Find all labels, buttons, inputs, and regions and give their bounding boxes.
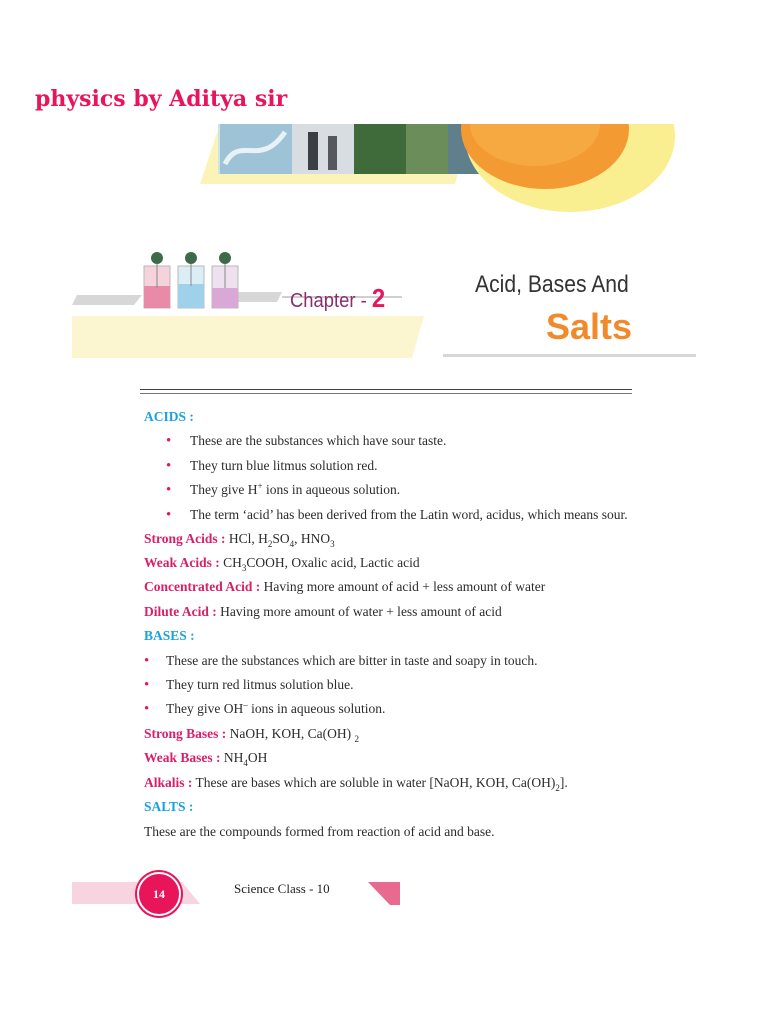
- title-underline: [443, 354, 696, 357]
- acids-bullet-1: • These are the substances which have sour taste.: [144, 429, 644, 453]
- strong-acids-line: Strong Acids : HCl, $H_2SO_4$, $HNO_3$: [144, 530, 335, 549]
- section-rule-top: [140, 389, 632, 390]
- salts-heading: SALTS :: [144, 799, 194, 815]
- chapter-title-line2: Salts: [546, 306, 633, 347]
- chapter-strip: [72, 316, 424, 358]
- weak-acids-line: Weak Acids : $CH_3COOH$, Oxalic acid, Lactic acid: [144, 555, 420, 574]
- watermark-text: physics by Aditya sir: [35, 86, 288, 112]
- header-banner-image: [200, 124, 675, 214]
- chapter-heading: [290, 283, 385, 314]
- chapter-title-line1: Acid, Bases And: [475, 271, 629, 298]
- salts-text: These are the compounds formed from reaction of acid and base.: [144, 823, 495, 839]
- bases-heading: BASES :: [144, 628, 195, 644]
- content-body: [144, 405, 644, 844]
- bases-bullet-3: • They give OH– ions in aqueous solution.: [144, 697, 644, 721]
- chapter-number: 2: [371, 283, 386, 313]
- acids-bullet-3: • They give H+ ions in aqueous solution.: [144, 478, 644, 502]
- footer-triangle: [368, 882, 400, 905]
- footer-text: Science Class - 10: [234, 881, 330, 896]
- concentrated-acid-line: Concentrated Acid : Having more amount of acid + less amount of water: [144, 579, 546, 595]
- strong-bases-line: Strong Bases : NaOH, KOH, Ca(OH) $_2$: [144, 725, 359, 744]
- chapter-label: Chapter -: [290, 290, 372, 312]
- acids-bullet-4: • The term ‘acid’ has been derived from the Latin word, acidus, which means sour.: [144, 503, 644, 527]
- section-rule-bottom: [140, 393, 632, 394]
- beakers-illustration: [72, 240, 287, 320]
- bases-bullet-1: • These are the substances which are bitter in taste and soapy in touch.: [144, 649, 644, 673]
- dilute-acid-line: Dilute Acid : Having more amount of water + less amount of acid: [144, 603, 502, 619]
- acids-bullet-2: • They turn blue litmus solution red.: [144, 454, 644, 478]
- acids-heading: ACIDS :: [144, 409, 194, 424]
- alkalis-line: Alkalis : These are bases which are soluble in water [NaOH, KOH, $Ca(OH)_2$].: [144, 774, 568, 793]
- page-number-badge: 14: [137, 872, 181, 916]
- weak-bases-line: Weak Bases : $NH_4OH$: [144, 750, 268, 769]
- bases-bullet-2: • They turn red litmus solution blue.: [144, 673, 644, 697]
